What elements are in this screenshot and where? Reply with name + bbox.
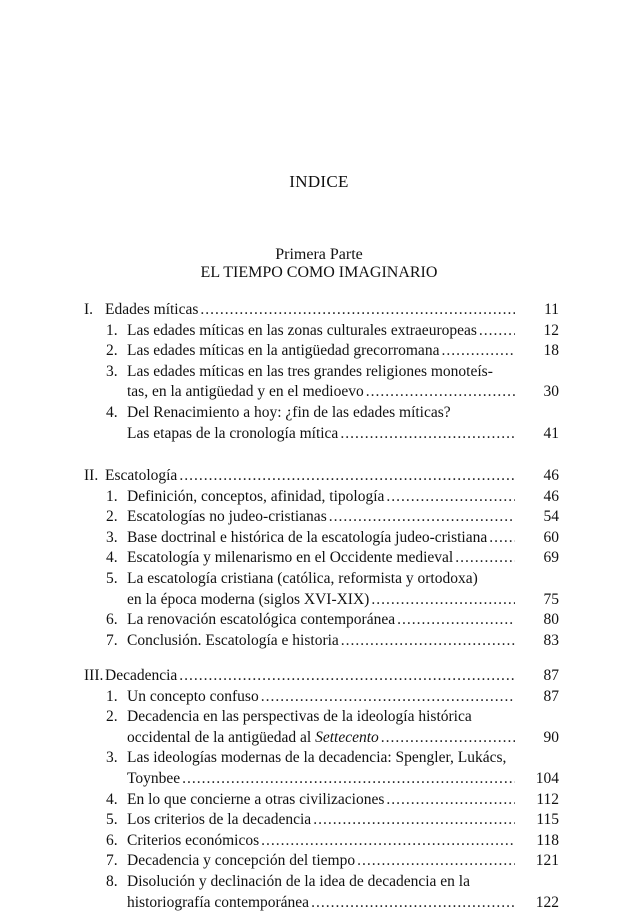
item-number: 3. [106, 528, 118, 546]
dot-leader [340, 424, 515, 444]
toc-entry [127, 382, 559, 402]
section-heading-text: Escatología [105, 467, 178, 484]
page-number: 12 [543, 321, 559, 339]
toc-entry-continued-text: Del Renacimiento a hoy: ¿fin de las edades míticas? [127, 404, 451, 421]
toc-entry [127, 810, 559, 830]
toc-entry-text: historiografía contemporánea [127, 893, 310, 911]
item-number: 3. [106, 749, 118, 767]
toc-entry [127, 610, 559, 630]
toc-entry [127, 769, 559, 789]
page-number: 41 [543, 424, 559, 442]
page-number: 90 [543, 728, 559, 746]
toc-entry [127, 487, 559, 507]
item-number: 7. [106, 852, 118, 870]
toc-entry-text: Escatologías no judeo-cristianas [127, 508, 327, 526]
item-number: 4. [106, 549, 118, 567]
toc-entry [127, 321, 559, 341]
section-heading-text: Decadencia [105, 667, 178, 684]
toc-entry [127, 687, 559, 707]
section-heading [105, 466, 559, 486]
toc-entry-text: Criterios económicos [127, 831, 260, 849]
page-number: 60 [543, 528, 559, 546]
page-number: 121 [535, 852, 559, 870]
toc-entry-continued-text: Decadencia en las perspectivas de la ideología histórica [127, 708, 472, 726]
dot-leader [386, 790, 515, 810]
part-label: Primera Parte [275, 246, 363, 263]
dot-leader [341, 631, 515, 651]
dot-leader [261, 831, 515, 851]
toc-entry [127, 831, 559, 851]
item-number: 5. [106, 570, 118, 587]
dot-leader [371, 590, 515, 610]
toc-entry [127, 851, 559, 871]
page-number: 122 [535, 893, 559, 911]
toc-entry [127, 528, 559, 548]
section-heading [105, 300, 559, 320]
item-number: 1. [106, 487, 118, 505]
toc-entry [127, 548, 559, 568]
dot-leader [386, 487, 515, 507]
page-number: 118 [536, 831, 559, 849]
page-number: 75 [543, 590, 559, 608]
page-number: 112 [536, 790, 559, 808]
page-number: 30 [543, 383, 559, 401]
toc-entry-text: Toynbee [127, 770, 181, 787]
toc-entry-text: Definición, conceptos, afinidad, tipología [127, 487, 385, 505]
page-number: 69 [543, 549, 559, 567]
page-number: 54 [543, 508, 559, 526]
dot-leader [455, 548, 515, 568]
toc-entry [127, 790, 559, 810]
page-number: 80 [543, 611, 559, 629]
dot-leader [489, 528, 515, 548]
item-number: 4. [106, 790, 118, 808]
toc-entry-continued [127, 362, 545, 382]
toc-entry-text: en la época moderna (siglos XVI-XIX) [127, 590, 370, 608]
page-number: 104 [535, 770, 559, 787]
item-number: 2. [106, 708, 118, 726]
page-number: 46 [543, 467, 559, 484]
toc-entry-continued [127, 707, 545, 727]
item-number: 2. [106, 508, 118, 526]
item-number: 1. [106, 321, 118, 339]
toc-entry-text: Las edades míticas en las zonas culturales extraeuropeas [127, 321, 477, 339]
page-number: 11 [544, 301, 559, 318]
toc-entry [127, 893, 559, 913]
toc-entry [127, 590, 559, 610]
toc-entry-text: La renovación escatológica contemporánea [127, 611, 396, 629]
toc-entry [127, 728, 559, 748]
toc-entry-continued [127, 569, 545, 589]
dot-leader [397, 610, 515, 630]
dot-leader [182, 769, 515, 789]
toc-entry-text: Las etapas de la cronología mítica [127, 424, 339, 442]
toc-entry-text: Los criterios de la decadencia [127, 811, 312, 829]
dot-leader [311, 893, 515, 913]
toc-entry-continued [127, 403, 545, 423]
page-number: 83 [543, 631, 559, 649]
item-number: 5. [106, 811, 118, 829]
toc-entry-italic: Settecento [315, 728, 379, 746]
page-number: 46 [543, 487, 559, 505]
toc-entry-text: occidental de la antigüedad al Settecento [127, 728, 379, 746]
toc-entry [127, 507, 559, 527]
toc-entry-continued-text: La escatología cristiana (católica, reformista y ortodoxa) [127, 570, 478, 587]
toc-entry-text: Base doctrinal e histórica de la escatología judeo-cristiana [127, 528, 488, 546]
toc-entry-continued-text: Las ideologías modernas de la decadencia: Spengler, Lukács, [127, 749, 507, 767]
toc-entry-text: Escatología y milenarismo en el Occidente medieval [127, 549, 454, 567]
toc-entry-text: En lo que concierne a otras civilizaciones [127, 790, 385, 808]
dot-leader [357, 851, 515, 871]
dot-leader [441, 341, 515, 361]
dot-leader [313, 810, 515, 830]
dot-leader [329, 507, 515, 527]
dot-leader [179, 466, 515, 486]
toc-entry [127, 424, 559, 444]
toc-entry-text: Las edades míticas en la antigüedad grecorromana [127, 342, 440, 360]
item-number: 3. [106, 362, 118, 380]
section-heading [105, 666, 559, 686]
section-numeral: I. [84, 301, 94, 318]
toc-entry [127, 341, 559, 361]
dot-leader [381, 728, 515, 748]
dot-leader [200, 300, 515, 320]
toc-entry-text: Conclusión. Escatología e historia [127, 631, 339, 649]
item-number: 1. [106, 687, 118, 705]
dot-leader [179, 666, 515, 686]
item-number: 4. [106, 404, 118, 421]
toc-entry-text: tas, en la antigüedad y en el medioevo [127, 383, 364, 401]
section-numeral: III. [84, 667, 104, 684]
part-title: EL TIEMPO COMO IMAGINARIO [200, 264, 438, 281]
toc-entry-text: Decadencia y concepción del tiempo [127, 852, 356, 870]
section-heading-text: Edades míticas [105, 301, 199, 318]
section-numeral: II. [84, 467, 99, 484]
page-number: 115 [536, 811, 559, 829]
page-number: 87 [543, 667, 559, 684]
item-number: 6. [106, 611, 118, 629]
dot-leader [366, 382, 515, 402]
toc-entry [127, 631, 559, 651]
item-number: 2. [106, 342, 118, 360]
item-number: 8. [106, 873, 118, 890]
toc-entry-continued-text: Las edades míticas en las tres grandes religiones monoteís- [127, 362, 493, 380]
toc-entry-text: Un concepto confuso [127, 687, 259, 705]
toc-entry-continued-text: Disolución y declinación de la idea de decadencia en la [127, 873, 470, 890]
page-title: INDICE [289, 172, 349, 191]
dot-leader [261, 687, 515, 707]
page-number: 18 [543, 342, 559, 360]
item-number: 6. [106, 831, 118, 849]
page-number: 87 [543, 687, 559, 705]
toc-entry-continued [127, 872, 545, 892]
dot-leader [479, 321, 515, 341]
toc-entry-continued [127, 748, 545, 768]
item-number: 7. [106, 631, 118, 649]
